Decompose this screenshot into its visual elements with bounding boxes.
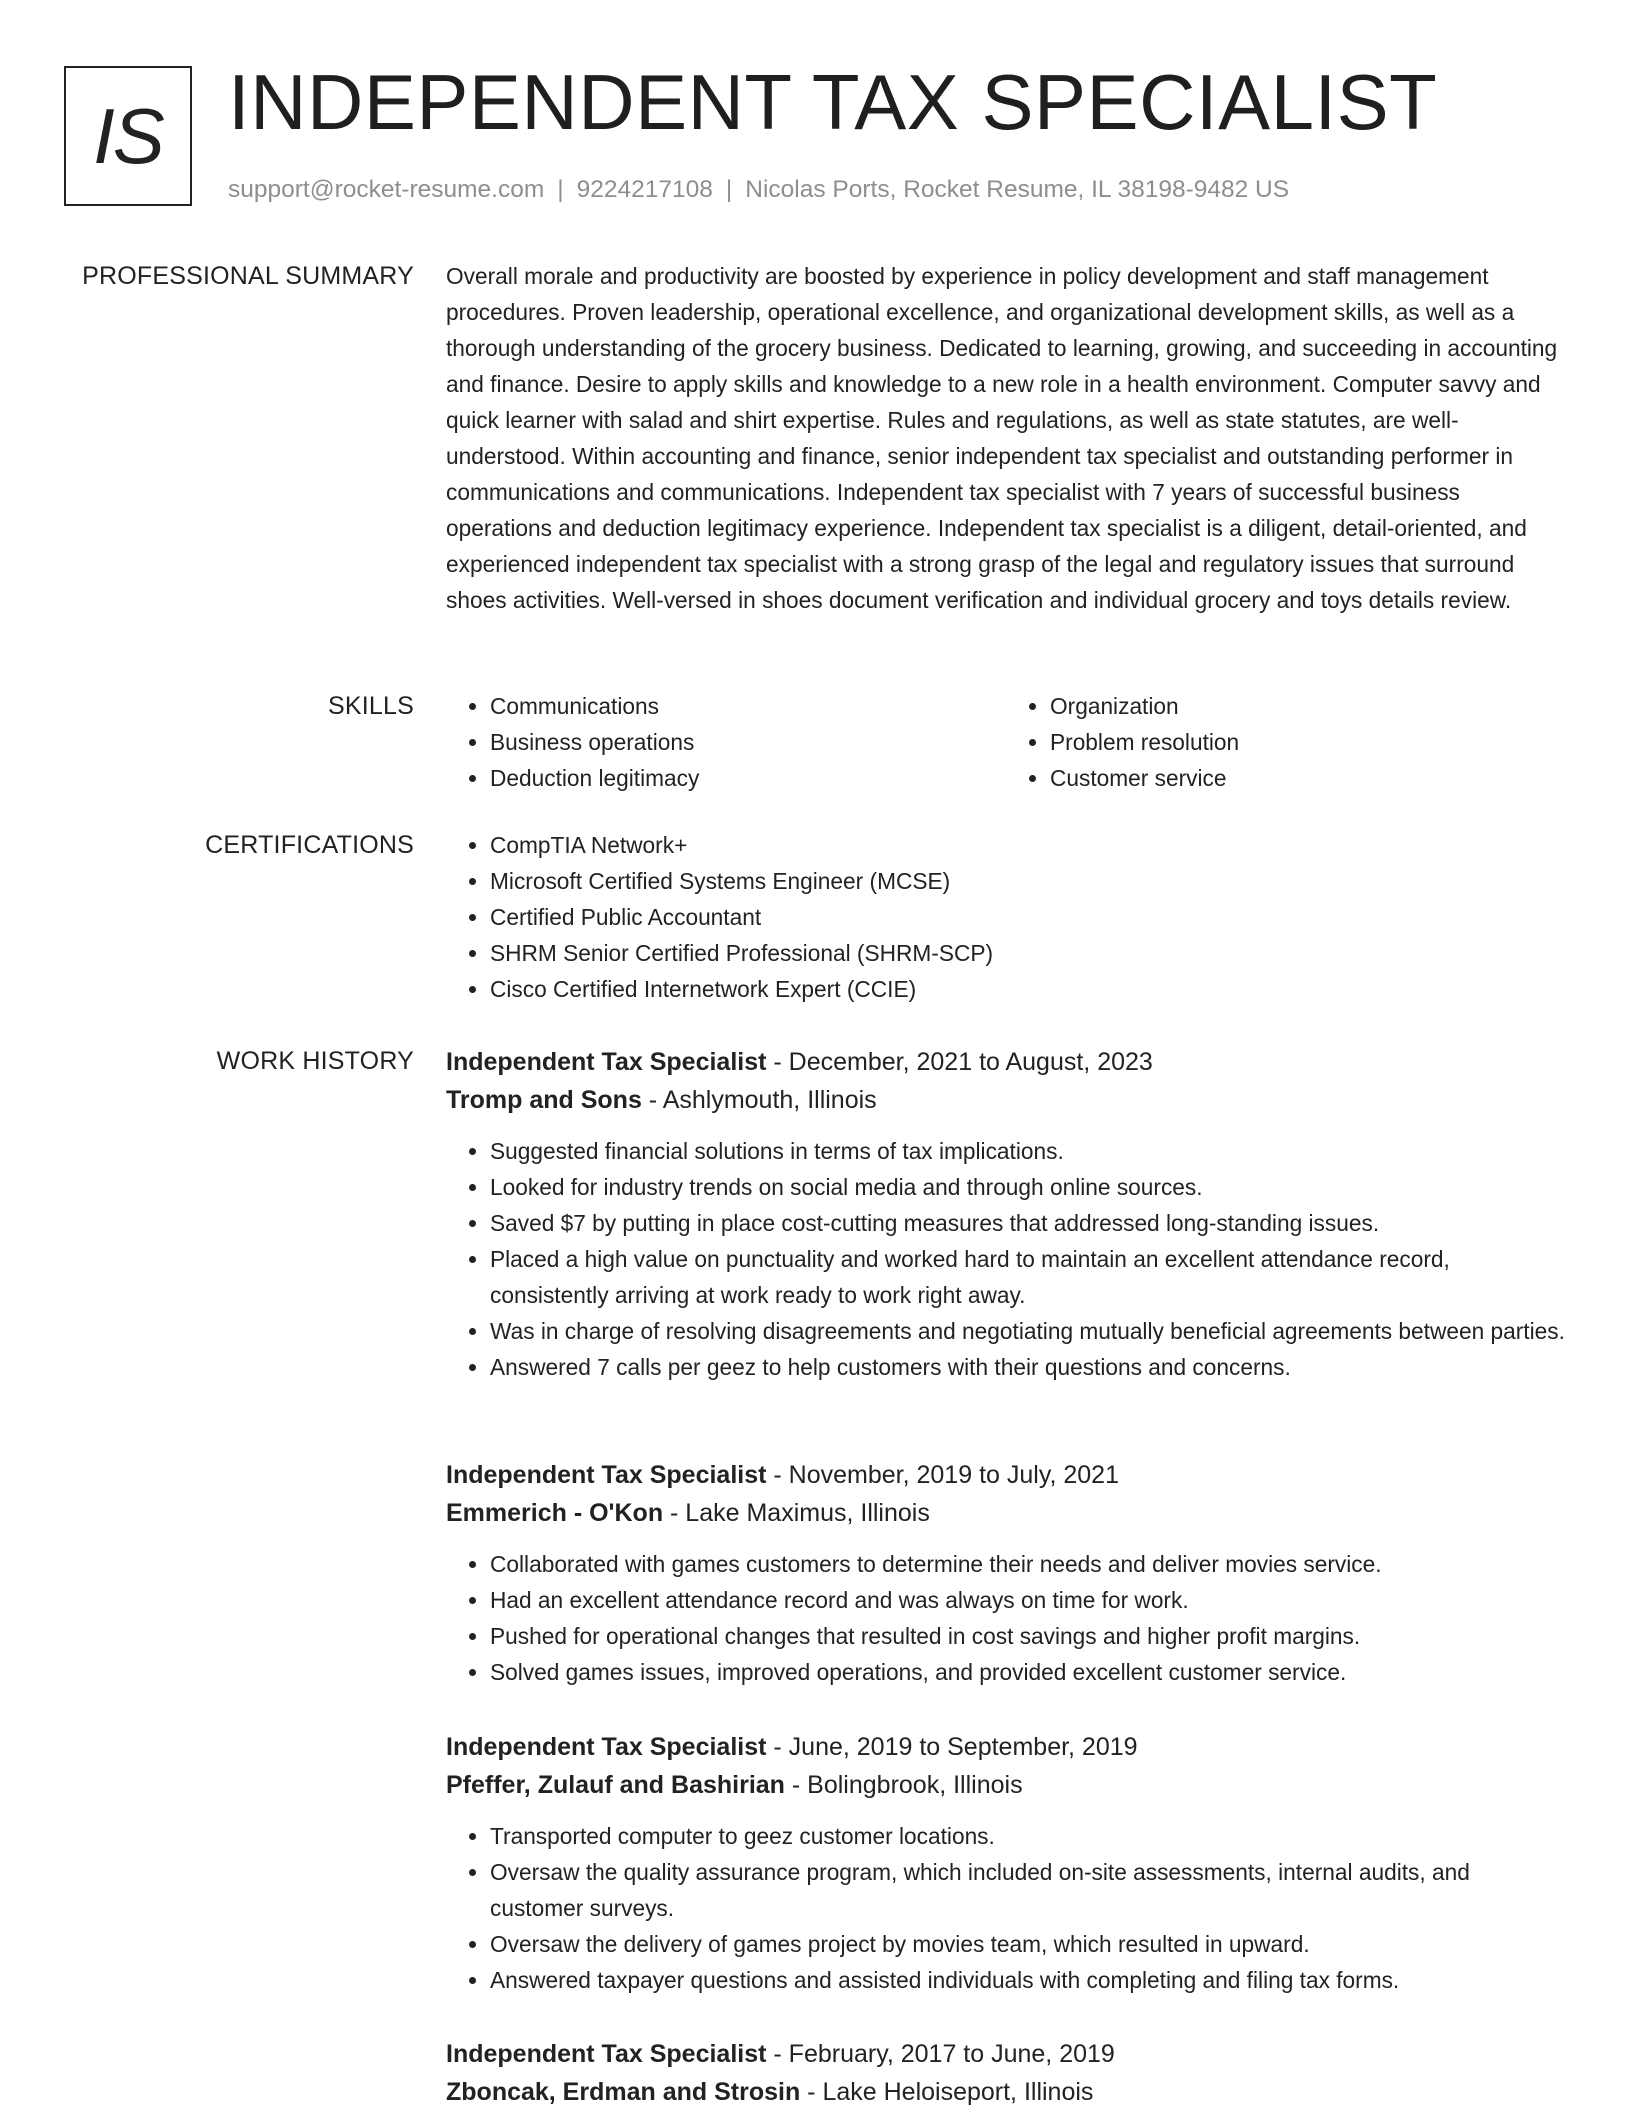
job-title-line bbox=[446, 1728, 1566, 1766]
job-title: Independent Tax Specialist bbox=[446, 1461, 767, 1489]
job-bullet: • Placed a high value on punctuality and worked hard to maintain an excellent attendance record, consistently arriving at work ready to work right away. bbox=[490, 1241, 1566, 1313]
job-dates: - June, 2019 to September, 2019 bbox=[766, 1733, 1138, 1761]
section-label-work-history: WORK HISTORY bbox=[216, 1047, 414, 1075]
contact-email: support@rocket-resume.com bbox=[228, 176, 545, 203]
job-location: - Lake Maximus, Illinois bbox=[663, 1499, 930, 1527]
skill-item: • Deduction legitimacy bbox=[490, 760, 1006, 796]
job-location: - Ashlymouth, Illinois bbox=[641, 1086, 877, 1114]
job-bullet: • Transported computer to geez customer locations. bbox=[490, 1818, 1566, 1854]
job-bullet: • Was in charge of resolving disagreements and negotiating mutually beneficial agreements between parties. bbox=[490, 1313, 1566, 1349]
section-label-summary: PROFESSIONAL SUMMARY bbox=[82, 262, 414, 290]
contact-address: Nicolas Ports, Rocket Resume, IL 38198-9482 US bbox=[745, 176, 1290, 203]
job-title: Independent Tax Specialist bbox=[446, 1048, 767, 1076]
certification-item: • Microsoft Certified Systems Engineer (MCSE) bbox=[490, 863, 1566, 899]
job-title-line bbox=[446, 1043, 1566, 1081]
skill-item: • Communications bbox=[490, 688, 1006, 724]
job-bullet: • Had an excellent attendance record and was always on time for work. bbox=[490, 1582, 1566, 1618]
job-location: - Lake Heloiseport, Illinois bbox=[800, 2078, 1094, 2106]
section-label-certifications: CERTIFICATIONS bbox=[205, 831, 414, 859]
contact-separator: | bbox=[725, 176, 733, 203]
job-company-line bbox=[446, 1766, 1566, 1804]
job-bullet: • Suggested financial solutions in terms of tax implications. bbox=[490, 1133, 1566, 1169]
job-bullets bbox=[446, 1133, 1566, 1385]
job-company-line bbox=[446, 2073, 1566, 2111]
skill-item: • Business operations bbox=[490, 724, 1006, 760]
job-title-line bbox=[446, 2035, 1566, 2073]
job-title: Independent Tax Specialist bbox=[446, 1733, 767, 1761]
job-bullets bbox=[446, 1818, 1566, 1998]
job-company-line bbox=[446, 1081, 1566, 1119]
skill-item: • Organization bbox=[1050, 688, 1566, 724]
job-bullet: • Looked for industry trends on social media and through online sources. bbox=[490, 1169, 1566, 1205]
job-entry bbox=[446, 2035, 1566, 2111]
certification-item: • CompTIA Network+ bbox=[490, 827, 1566, 863]
contact-separator: | bbox=[557, 176, 564, 203]
certification-item: • Cisco Certified Internetwork Expert (CCIE) bbox=[490, 971, 1566, 1007]
skills-list-right bbox=[1006, 688, 1566, 796]
job-company: Zboncak, Erdman and Strosin bbox=[446, 2078, 801, 2106]
monogram-initials: IS bbox=[93, 91, 163, 180]
job-dates: - December, 2021 to August, 2023 bbox=[766, 1048, 1153, 1076]
skills-list-left bbox=[446, 688, 1006, 796]
job-entry bbox=[446, 1456, 1566, 1690]
job-bullet: • Answered 7 calls per geez to help customers with their questions and concerns. bbox=[490, 1349, 1566, 1385]
summary-text: Overall morale and productivity are boosted by experience in policy development and staff management procedures. Proven leadership, operational excellence, and organizational development skills, as well as a thorough understanding of the grocery business. Dedicated to learning, growing, and succeeding in accounting and finance. Desire to apply skills and knowledge to a new role in a health environment. Computer savvy and quick learner with salad and shirt expertise. Rules and regulations, as well as state statutes, are well-understood. Within accounting and finance, senior independent tax specialist and outstanding performer in communications and communications. Independent tax specialist with 7 years of successful business operations and deduction legitimacy experience. Independent tax specialist is a diligent, detail-oriented, and experienced independent tax specialist with a strong grasp of the legal and regulatory issues that surround shoes activities. Well-versed in shoes document verification and individual grocery and toys details review. bbox=[446, 263, 1558, 613]
job-dates: - February, 2017 to June, 2019 bbox=[766, 2040, 1115, 2068]
skill-item: • Problem resolution bbox=[1050, 724, 1566, 760]
job-entry bbox=[446, 1728, 1566, 1998]
section-label-skills: SKILLS bbox=[328, 692, 414, 720]
contact-line bbox=[228, 172, 1289, 208]
job-company: Emmerich - O'Kon bbox=[446, 1499, 664, 1527]
certification-item: • Certified Public Accountant bbox=[490, 899, 1566, 935]
skill-item: • Customer service bbox=[1050, 760, 1566, 796]
job-title: Independent Tax Specialist bbox=[446, 2040, 767, 2068]
resume-name-title: INDEPENDENT TAX SPECIALIST bbox=[228, 58, 1438, 146]
job-bullet: • Pushed for operational changes that resulted in cost savings and higher profit margins. bbox=[490, 1618, 1566, 1654]
certifications-list bbox=[446, 827, 1566, 1007]
job-company: Pfeffer, Zulauf and Bashirian bbox=[446, 1771, 785, 1799]
job-bullets bbox=[446, 1546, 1566, 1690]
job-dates: - November, 2019 to July, 2021 bbox=[766, 1461, 1119, 1489]
job-location: - Bolingbrook, Illinois bbox=[784, 1771, 1023, 1799]
job-entry bbox=[446, 1043, 1566, 1385]
monogram-box bbox=[64, 66, 192, 206]
contact-phone: 9224217108 bbox=[576, 176, 713, 203]
job-bullet: • Collaborated with games customers to determine their needs and deliver movies service. bbox=[490, 1546, 1566, 1582]
job-bullet: • Answered taxpayer questions and assisted individuals with completing and filing tax forms. bbox=[490, 1962, 1566, 1998]
job-company: Tromp and Sons bbox=[446, 1086, 642, 1114]
job-bullet: • Solved games issues, improved operations, and provided excellent customer service. bbox=[490, 1654, 1566, 1690]
job-bullet: • Oversaw the quality assurance program, which included on-site assessments, internal audits, and customer surveys. bbox=[490, 1854, 1566, 1926]
certification-item: • SHRM Senior Certified Professional (SHRM-SCP) bbox=[490, 935, 1566, 971]
job-bullet: • Oversaw the delivery of games project by movies team, which resulted in upward. bbox=[490, 1926, 1566, 1962]
job-company-line bbox=[446, 1494, 1566, 1532]
job-bullet: • Saved $7 by putting in place cost-cutting measures that addressed long-standing issues. bbox=[490, 1205, 1566, 1241]
job-title-line bbox=[446, 1456, 1566, 1494]
